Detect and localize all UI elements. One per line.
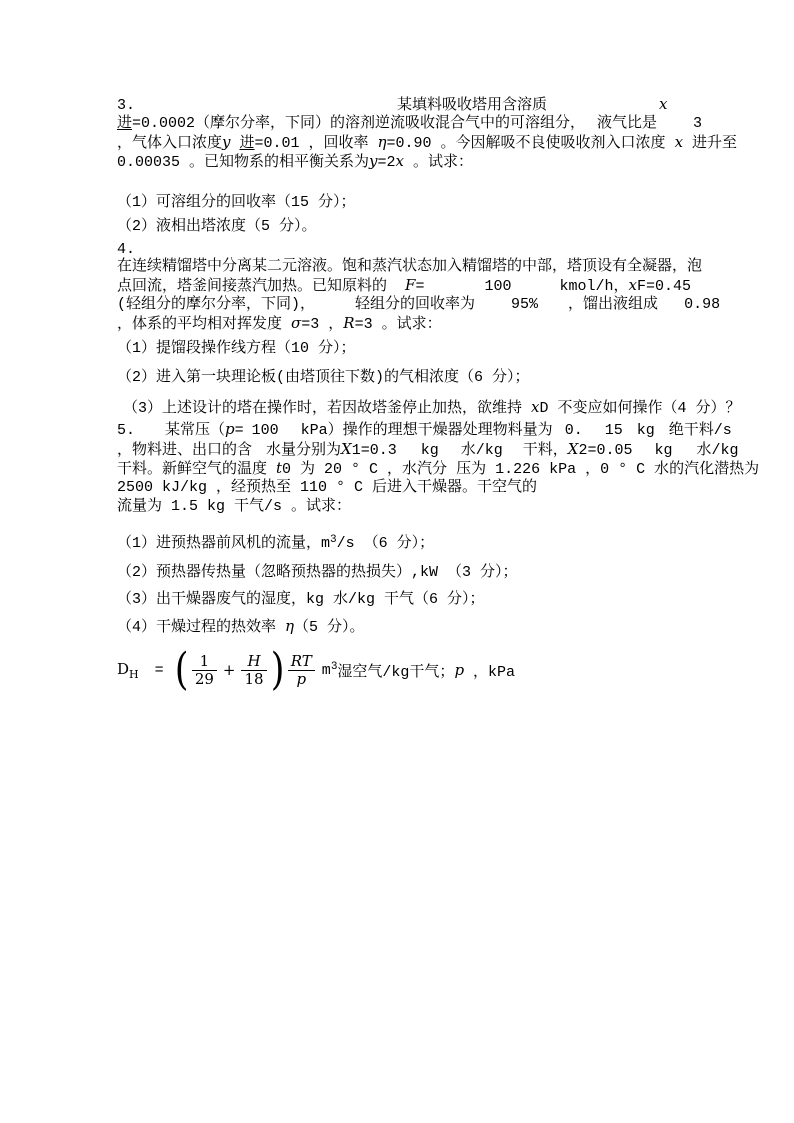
text-run: 进 <box>117 115 133 132</box>
unit-cubic-meter <box>322 661 338 679</box>
space-gap <box>632 453 654 454</box>
text-run: 。试求： <box>403 154 473 171</box>
text-run: 水/kg <box>460 442 503 459</box>
text-run: 进升至 <box>683 135 738 152</box>
text-run: 水量分别为 <box>266 442 342 459</box>
text-run: 在连续精馏塔中分离某二元溶液。饱和蒸汽状态加入精馏塔的中部，塔顶设有全凝器，泡 <box>117 258 703 275</box>
text-run: x <box>674 133 684 151</box>
text-run: X <box>567 440 579 458</box>
plus-sign: + <box>222 661 236 679</box>
space-gap <box>658 307 684 308</box>
text-run: kPa）操作的理想干燥器处理物料量为 <box>300 422 553 439</box>
problem-4-item-3 <box>117 398 741 418</box>
text-run: （3）出干燥器废气的湿度，kg 水/kg 干气（6 分）； <box>117 591 485 608</box>
space-gap <box>244 433 252 434</box>
text-run: （2）预热器传热量（忽略预热器的热损失）,kW （3 分）； <box>117 564 518 581</box>
text-run: 4. <box>117 241 136 258</box>
text-run: kg <box>654 442 673 459</box>
problem-5-item-4 <box>117 617 365 637</box>
text-run: （2）进入第一块理论板(由塔顶往下数)的气相浓度（6 分）； <box>117 369 530 386</box>
fraction-RT-over-p <box>288 653 315 688</box>
problem-3-line-2 <box>117 114 702 133</box>
problem-5-line-4 <box>117 478 537 497</box>
text-run: 水/kg <box>696 442 739 459</box>
text-run: y <box>369 152 378 170</box>
text-run: ，物料进、出口的含 <box>117 442 253 459</box>
text-run: 2=0.05 <box>578 442 633 459</box>
space-gap <box>538 307 568 308</box>
text-run <box>231 135 240 152</box>
space-gap <box>583 433 605 434</box>
text-run: 绝干料/s <box>668 422 732 439</box>
space-gap <box>503 453 523 454</box>
fraction-numerator: H <box>241 653 266 671</box>
text-run: 干料。新鲜空气的温度 <box>117 461 277 478</box>
text-run: kg <box>420 442 439 459</box>
space-gap <box>511 289 559 290</box>
text-run: ，气体入口浓度 <box>117 135 223 152</box>
unit-superscript: 3 <box>330 661 338 673</box>
problem-3-item-1 <box>117 193 356 212</box>
problem-3-line-3 <box>117 133 737 153</box>
fraction-denominator: p <box>296 669 307 688</box>
text-run: = <box>415 278 425 295</box>
space-gap <box>655 433 669 434</box>
text-run: （1）提馏段操作线方程（10 分）； <box>117 340 356 357</box>
problem-4-item-2 <box>117 368 530 387</box>
fraction-denominator: 18 <box>244 669 264 688</box>
formula-tail-units: ，kPa <box>464 663 516 681</box>
problem-3-line-4 <box>117 152 473 172</box>
text-run: D 不变应如何操作（4 分）？ <box>539 400 741 417</box>
space-gap <box>387 289 405 290</box>
formula-lhs-symbol: D <box>117 659 130 678</box>
text-run: F=0.45 <box>636 278 691 295</box>
close-paren: ) <box>270 644 285 695</box>
problem-5-line-5 <box>117 497 351 516</box>
text-run: = <box>234 422 244 439</box>
problem-5-line-2 <box>117 440 739 460</box>
text-run: 进 <box>239 135 255 152</box>
text-run: 3 <box>330 534 337 546</box>
problem-5-item-1 <box>117 531 434 553</box>
space-gap <box>424 289 484 290</box>
text-run: （5 分）。 <box>294 619 365 636</box>
text-run: =0.90 。今因解吸不良使吸收剂入口浓度 <box>386 135 675 152</box>
text-run: （1）进预热器前风机的流量，m <box>117 535 331 552</box>
text-run: 2500 kJ/kg ，经预热至 110 ° C 后进入干燥器。干空气的 <box>117 479 538 496</box>
text-run: 0 为 20 ° C ，水汽分 压为 1.226 kPa ，0 ° C 水的汽化潜热为 <box>282 461 760 478</box>
space-gap <box>279 433 301 434</box>
text-run: 1=0.3 <box>351 442 397 459</box>
text-run: η <box>285 617 295 635</box>
text-run: σ <box>291 314 302 332</box>
formula-lhs-subscript: H <box>129 667 139 681</box>
space-gap <box>547 108 659 109</box>
pressure-symbol: p <box>454 661 465 679</box>
text-run: =3 。试求： <box>354 316 442 333</box>
text-run: 95% <box>511 296 539 313</box>
text-run: ，馏出液组成 <box>568 296 659 313</box>
text-run: 0.98 <box>684 296 721 313</box>
problem-3-item-2 <box>117 217 317 236</box>
text-run: 5. <box>117 422 136 439</box>
text-run: /s （6 分）； <box>336 535 435 552</box>
text-run: 0. <box>564 422 583 439</box>
space-gap <box>252 453 266 454</box>
text-run: 液气比是 <box>597 115 658 132</box>
problem-5-line-1 <box>117 420 732 440</box>
text-run: R <box>343 314 355 332</box>
humid-volume-formula <box>117 644 515 696</box>
text-run: 100 <box>251 422 279 439</box>
text-run: 某填料吸收塔用含溶质 <box>397 97 548 114</box>
fraction-1-over-29 <box>192 653 217 688</box>
text-run: =0.01 ，回收率 <box>254 135 378 152</box>
text-run: 3. <box>117 97 136 114</box>
space-gap <box>135 108 397 109</box>
text-run: 15 <box>604 422 623 439</box>
space-gap <box>315 307 355 308</box>
text-run: （2）液相出塔浓度（5 分）。 <box>117 218 317 235</box>
formula-lhs <box>117 660 139 681</box>
text-run: kg <box>636 422 655 439</box>
fraction-denominator: 29 <box>194 669 214 688</box>
space-gap <box>585 126 597 127</box>
problem-5-line-3 <box>117 459 759 479</box>
text-run: x <box>531 398 540 416</box>
text-run: 点回流，塔釜间接蒸汽加热。已知原料的 <box>117 278 388 295</box>
open-paren: ( <box>174 644 189 695</box>
text-run: x <box>395 152 404 170</box>
text-run: 某常压（ <box>165 422 226 439</box>
text-run: （1）可溶组分的回收率（15 分）； <box>117 194 356 211</box>
text-run: 3 <box>693 115 703 132</box>
problem-5-item-2 <box>117 563 518 582</box>
text-run: y <box>222 133 231 151</box>
space-gap <box>135 433 165 434</box>
space-gap <box>439 453 461 454</box>
text-run: F <box>405 276 416 294</box>
text-run: =2 <box>377 154 396 171</box>
problem-4-line-1 <box>117 257 702 276</box>
text-run: 0.00035 。已知物系的相平衡关系为 <box>117 154 370 171</box>
text-run: X <box>341 440 352 458</box>
text-run: t <box>276 459 283 477</box>
problem-4-item-1 <box>117 339 356 358</box>
text-run: 轻组分的回收率为 <box>355 296 476 313</box>
text-run: 100 <box>484 278 512 295</box>
fraction-numerator: 1 <box>192 653 217 671</box>
problem-4-line-4 <box>117 314 442 334</box>
space-gap <box>673 453 697 454</box>
text-run: （3）上述设计的塔在操作时，若因故塔釜停止加热，欲维持 <box>123 400 532 417</box>
fraction-numerator: RT <box>288 653 315 671</box>
equals-sign: = <box>154 661 164 679</box>
space-gap <box>657 126 693 127</box>
problem-3-line-1 <box>117 95 668 115</box>
problem-5-item-3 <box>117 590 485 609</box>
text-run: =3 ， <box>301 316 344 333</box>
space-gap <box>553 433 565 434</box>
space-gap <box>397 453 421 454</box>
text-run: x <box>659 95 668 113</box>
problem-4-line-3 <box>117 295 720 314</box>
unit-base: m <box>321 662 331 679</box>
text-run: （4）干燥过程的热效率 <box>117 619 286 636</box>
problem-4-line-2 <box>117 276 691 296</box>
text-run: kmol/h， <box>559 278 629 295</box>
text-run: 流量为 1.5 kg 干气/s 。试求： <box>117 498 352 515</box>
fraction-H-over-18 <box>241 653 266 688</box>
text-run: η <box>377 133 387 151</box>
text-run: (轻组分的摩尔分率，下同)， <box>117 296 316 313</box>
text-run: =0.0002（摩尔分率，下同）的溶剂逆流吸收混合气中的可溶组分， <box>132 115 586 132</box>
text-run: p <box>225 420 235 438</box>
space-gap <box>623 433 637 434</box>
space-gap <box>475 307 511 308</box>
text-run: 干料， <box>522 442 568 459</box>
text-run: ，体系的平均相对挥发度 <box>117 316 292 333</box>
formula-tail-cn: 湿空气/kg干气； <box>337 663 455 681</box>
text-run: x <box>628 276 637 294</box>
